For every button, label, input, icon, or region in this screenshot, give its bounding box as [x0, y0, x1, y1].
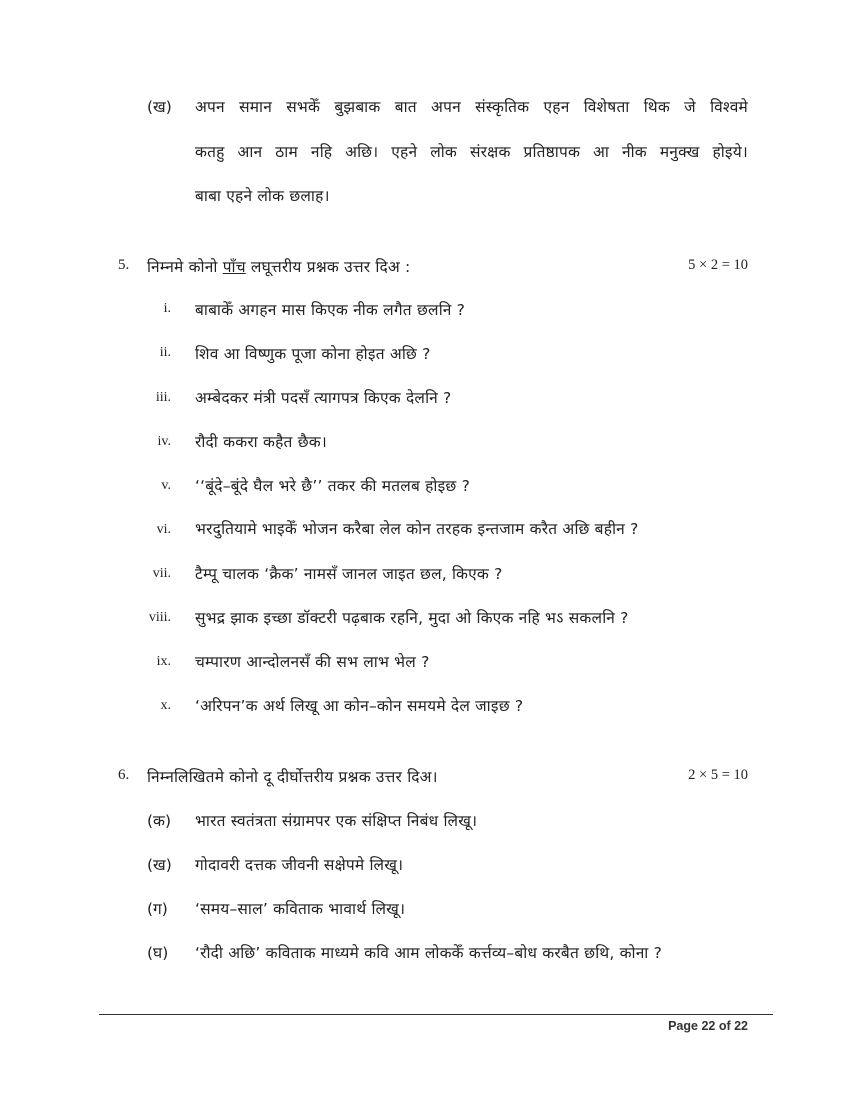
q5-item-text: ‘‘बूंदे–बूंदे घैल भरे छै’’ तकर की मतलब होइछ ?	[195, 477, 471, 495]
q6-item-num: (क)	[147, 812, 171, 830]
section-kha-line-2: कतहु आन ठाम नहि अछि। एहने लोक संरक्षक प्रतिष्ठापक आ नीक मनुक्ख होइये।	[195, 143, 748, 161]
q5-item-num: ii.	[159, 345, 171, 360]
q6-item-text: ‘समय–साल’ कविताक भावार्थ लिखू।	[195, 900, 406, 918]
q5-item-num: x.	[160, 698, 171, 713]
footer-rule	[99, 1014, 773, 1015]
q6-item-num: (ग)	[147, 900, 168, 918]
q6-heading: निम्नलिखितमे कोनो दू दीर्घोत्तरीय प्रश्नक उत्तर दिअ।	[147, 768, 438, 786]
q5-item-num: viii.	[148, 610, 171, 625]
q5-number: 5.	[118, 257, 130, 273]
q5-item-num: vii.	[152, 566, 171, 581]
q5-item-text: रौदी ककरा कहैत छैक।	[195, 433, 327, 451]
q5-item-num: iv.	[157, 434, 171, 449]
q5-item-text: भरदुतियामे भाइकेँ भोजन करैबा लेल कोन तरहक इन्तजाम करैत अछि बहीन ?	[195, 520, 639, 538]
q5-marks: 5 × 2 = 10	[688, 257, 748, 273]
q6-marks: 2 × 5 = 10	[688, 767, 748, 783]
q6-item-text: गोदावरी दत्तक जीवनी सक्षेपमे लिखू।	[195, 856, 404, 874]
q5-item-num: v.	[161, 478, 171, 493]
q5-item-text: सुभद्र झाक इच्छा डॉक्टरी पढ़बाक रहनि, मुदा ओ किएक नहि भऽ सकलनि ?	[195, 609, 629, 627]
q5-item-num: iii.	[155, 390, 171, 405]
q5-item-num: i.	[163, 301, 171, 316]
section-kha-line-3: बाबा एहने लोक छलाह।	[195, 187, 330, 205]
section-kha-label: (ख)	[147, 98, 172, 116]
q5-heading	[147, 255, 410, 277]
q5-item-text: टैम्पू चालक ‘क्रैक’ नामसँ जानल जाइत छल, किएक ?	[195, 565, 503, 583]
q6-item-text: ‘रौदी अछि’ कविताक माध्यमे कवि आम लोककेँ कर्त्तव्य–बोध करबैत छथि, कोना ?	[195, 944, 663, 962]
page-number: Page 22 of 22	[668, 1019, 748, 1033]
q6-item-num: (घ)	[147, 944, 169, 962]
q5-item-text: शिव आ विष्णुक पूजा कोना होइत अछि ?	[195, 345, 431, 363]
q5-item-text: अम्बेदकर मंत्री पदसँ त्यागपत्र किएक देलनि ?	[195, 389, 452, 407]
section-kha-line-1: अपन समान सभकेँ बुझबाक बात अपन संस्कृतिक एहन विशेषता थिक जे विश्वमे	[195, 98, 748, 116]
q5-text-after: लघूत्तरीय प्रश्नक उत्तर दिअ :	[245, 258, 411, 276]
q5-item-text: चम्पारण आन्दोलनसँ की सभ लाभ भेल ?	[195, 653, 430, 671]
q6-item-num: (ख)	[147, 856, 172, 874]
q5-item-num: vi.	[156, 522, 171, 537]
q5-item-num: ix.	[156, 654, 171, 669]
q5-text-before: निम्नमे कोनो	[147, 258, 223, 276]
q5-item-text: बाबाकेँ अगहन मास किएक नीक लगैत छलनि ?	[195, 301, 466, 319]
q5-item-text: ‘अरिपन’क अर्थ लिखू आ कोन–कोन समयमे देल जाइछ ?	[195, 697, 524, 715]
q5-text-underlined: पाँच	[222, 258, 246, 276]
q6-item-text: भारत स्वतंत्रता संग्रामपर एक संक्षिप्त निबंध लिखू।	[195, 812, 478, 830]
q6-number: 6.	[118, 767, 130, 783]
